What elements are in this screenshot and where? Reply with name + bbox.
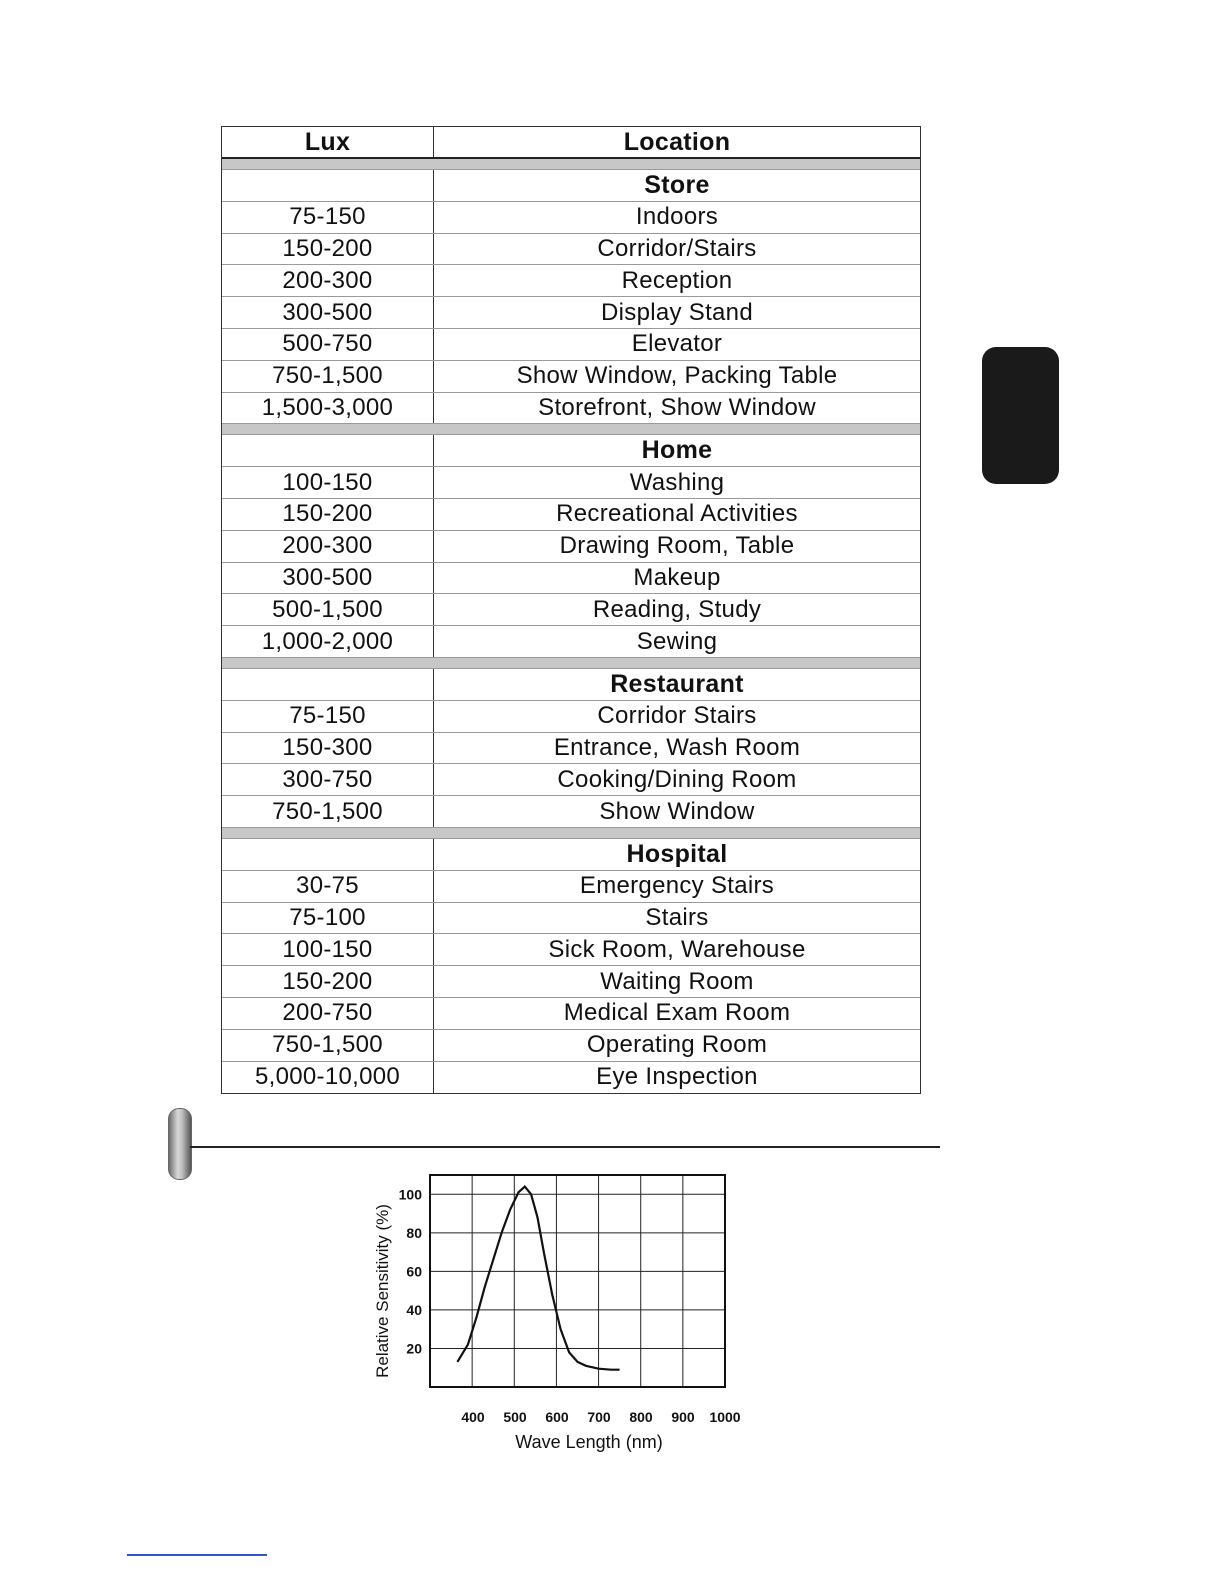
table-row	[222, 265, 920, 297]
category-lux-empty	[222, 170, 434, 201]
x-axis-label: Wave Length (nm)	[515, 1432, 663, 1452]
location-cell: Corridor/Stairs	[597, 234, 757, 262]
location-cell: Show Window, Packing Table	[516, 362, 838, 390]
y-tick-labels	[399, 1186, 423, 1356]
table-row	[222, 998, 920, 1030]
lux-cell: 75-100	[222, 903, 434, 934]
lux-cell: 150-200	[222, 234, 434, 265]
lux-cell: 150-200	[222, 499, 434, 530]
category-label: Restaurant	[610, 669, 744, 698]
x-tick-label: 800	[629, 1409, 653, 1425]
table-row	[222, 329, 920, 361]
table-row	[222, 1062, 920, 1094]
lux-cell: 500-750	[222, 329, 434, 360]
x-tick-labels	[461, 1409, 740, 1425]
section-divider	[190, 1146, 940, 1148]
location-cell: Makeup	[633, 563, 721, 591]
table-row	[222, 871, 920, 903]
location-cell: Indoors	[635, 203, 719, 231]
lux-cell: 75-150	[222, 701, 434, 732]
chapter-tab	[982, 347, 1059, 484]
y-tick-label: 80	[406, 1224, 422, 1241]
y-axis-label: Relative Sensitivity (%)	[373, 1204, 392, 1378]
table-row	[222, 934, 920, 966]
table-row	[222, 701, 920, 733]
location-cell: Operating Room	[586, 1031, 768, 1059]
category-row	[222, 669, 920, 701]
category-row	[222, 839, 920, 871]
table-row	[222, 733, 920, 765]
lux-cell: 300-500	[222, 297, 434, 328]
x-tick-label: 900	[671, 1409, 695, 1425]
section-marker-icon	[168, 1108, 192, 1180]
table-row	[222, 563, 920, 595]
plot-frame	[430, 1175, 725, 1387]
category-label: Store	[644, 170, 710, 199]
table-row	[222, 202, 920, 234]
lux-cell: 200-750	[222, 998, 434, 1029]
x-tick-label: 400	[461, 1409, 485, 1425]
location-cell: Stairs	[645, 903, 709, 931]
lux-cell: 200-300	[222, 531, 434, 562]
table-row	[222, 234, 920, 266]
lux-cell: 100-150	[222, 934, 434, 965]
sensitivity-chart	[360, 1160, 780, 1465]
lux-cell: 200-300	[222, 265, 434, 296]
lux-cell: 100-150	[222, 467, 434, 498]
lux-cell: 30-75	[222, 871, 434, 902]
lux-cell: 750-1,500	[222, 361, 434, 392]
category-row	[222, 435, 920, 467]
lux-cell: 300-750	[222, 764, 434, 795]
header-lux: Lux	[222, 127, 434, 157]
lux-cell: 150-300	[222, 733, 434, 764]
lux-table	[221, 126, 921, 1094]
table-row	[222, 531, 920, 563]
x-tick-label: 500	[503, 1409, 527, 1425]
location-cell: Emergency Stairs	[579, 872, 775, 900]
section-separator	[222, 424, 920, 435]
lux-cell: 1,500-3,000	[222, 393, 434, 424]
location-cell: Reception	[621, 266, 733, 294]
header-location: Location	[623, 127, 731, 156]
lux-cell: 300-500	[222, 563, 434, 594]
lux-cell: 5,000-10,000	[222, 1062, 434, 1094]
location-cell: Recreational Activities	[556, 500, 798, 528]
table-row	[222, 903, 920, 935]
bottom-link-underline	[127, 1554, 267, 1556]
table-row	[222, 499, 920, 531]
y-tick-label: 20	[406, 1340, 422, 1357]
y-tick-label: 60	[406, 1263, 422, 1280]
location-cell: Sewing	[636, 627, 718, 655]
category-row	[222, 170, 920, 202]
location-cell: Sick Room, Warehouse	[548, 935, 806, 963]
series-line-sensitivity	[457, 1187, 619, 1370]
lux-cell: 750-1,500	[222, 796, 434, 827]
category-label: Home	[641, 436, 713, 465]
lux-cell: 1,000-2,000	[222, 626, 434, 657]
table-row	[222, 626, 920, 658]
location-cell: Eye Inspection	[596, 1063, 758, 1091]
table-row	[222, 594, 920, 626]
table-row	[222, 297, 920, 329]
table-row	[222, 966, 920, 998]
location-cell: Storefront, Show Window	[538, 393, 816, 421]
location-cell: Washing	[629, 468, 725, 496]
lux-cell: 750-1,500	[222, 1030, 434, 1061]
location-cell: Medical Exam Room	[563, 999, 791, 1027]
location-cell: Waiting Room	[600, 967, 754, 995]
category-lux-empty	[222, 839, 434, 870]
table-row	[222, 467, 920, 499]
table-row	[222, 1030, 920, 1062]
table-row	[222, 796, 920, 828]
lux-cell: 500-1,500	[222, 594, 434, 625]
location-cell: Corridor Stairs	[597, 702, 757, 730]
location-cell: Cooking/Dining Room	[557, 765, 797, 793]
location-cell: Reading, Study	[592, 595, 762, 623]
location-cell: Show Window	[599, 797, 755, 825]
section-separator	[222, 658, 920, 669]
section-separator	[222, 828, 920, 839]
category-label: Hospital	[626, 839, 728, 868]
location-cell: Drawing Room, Table	[559, 532, 795, 560]
category-lux-empty	[222, 435, 434, 466]
table-row	[222, 393, 920, 425]
lux-cell: 150-200	[222, 966, 434, 997]
table-row	[222, 764, 920, 796]
chart-grid	[430, 1175, 725, 1387]
section-separator	[222, 159, 920, 170]
x-tick-label: 1000	[709, 1409, 741, 1425]
location-cell: Elevator	[631, 330, 723, 358]
y-tick-label: 100	[398, 1186, 422, 1203]
lux-cell: 75-150	[222, 202, 434, 233]
table-header-row	[222, 127, 920, 159]
x-tick-label: 700	[587, 1409, 611, 1425]
x-tick-label: 600	[545, 1409, 569, 1425]
table-row	[222, 361, 920, 393]
location-cell: Entrance, Wash Room	[553, 733, 801, 761]
category-lux-empty	[222, 669, 434, 700]
y-tick-label: 40	[406, 1301, 422, 1318]
location-cell: Display Stand	[601, 298, 753, 326]
